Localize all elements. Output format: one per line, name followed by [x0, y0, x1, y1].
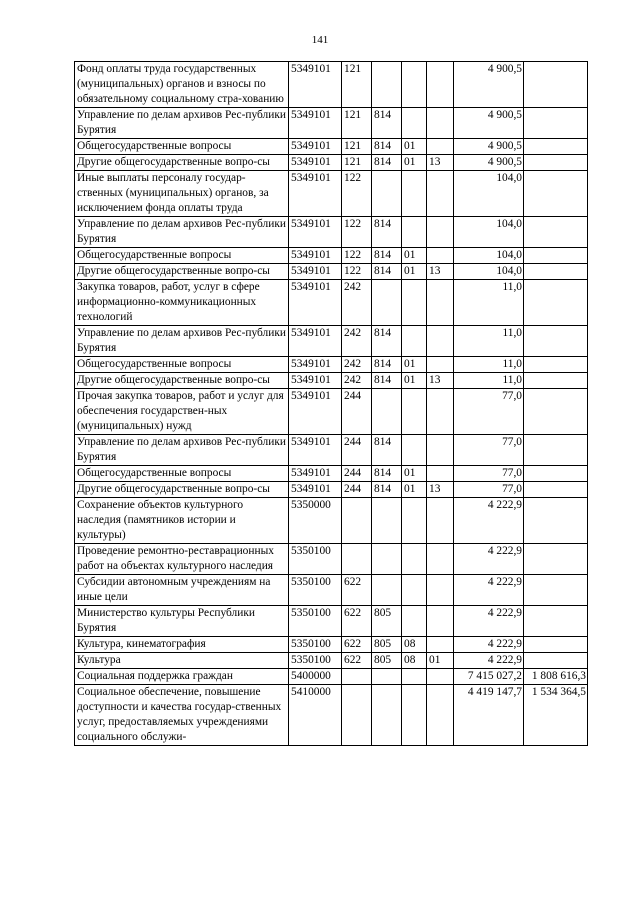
administrator-code: 814	[372, 264, 402, 280]
target-article-code: 5410000	[289, 685, 342, 746]
administrator-code: 805	[372, 653, 402, 669]
expense-type-code	[342, 498, 372, 544]
table-row	[75, 217, 588, 248]
target-article-code: 5349101	[289, 373, 342, 389]
table-row	[75, 653, 588, 669]
amount-secondary: 1 808 616,3	[524, 669, 588, 685]
table-row	[75, 685, 588, 746]
amount-total: 104,0	[454, 171, 524, 217]
budget-table	[74, 61, 588, 746]
row-name: Общегосударственные вопросы	[75, 466, 289, 482]
subsection-code	[427, 248, 454, 264]
subsection-code	[427, 139, 454, 155]
administrator-code	[372, 389, 402, 435]
amount-total: 11,0	[454, 357, 524, 373]
row-name: Другие общегосударственные вопро-сы	[75, 264, 289, 280]
target-article-code: 5350100	[289, 606, 342, 637]
administrator-code: 805	[372, 606, 402, 637]
table-row	[75, 264, 588, 280]
row-name: Общегосударственные вопросы	[75, 357, 289, 373]
section-code	[402, 171, 427, 217]
row-name: Министерство культуры Республики Бурятия	[75, 606, 289, 637]
row-name: Социальное обеспечение, повышение доступности и качества государ-ственных услуг, предоставляемых учреждениями социального обслужи-	[75, 685, 289, 746]
amount-total: 104,0	[454, 248, 524, 264]
amount-secondary: 1 534 364,5	[524, 685, 588, 746]
expense-type-code: 122	[342, 217, 372, 248]
subsection-code	[427, 326, 454, 357]
amount-secondary	[524, 171, 588, 217]
target-article-code: 5349101	[289, 389, 342, 435]
target-article-code: 5349101	[289, 482, 342, 498]
amount-secondary	[524, 498, 588, 544]
amount-secondary	[524, 482, 588, 498]
table-row	[75, 280, 588, 326]
administrator-code: 814	[372, 139, 402, 155]
row-name: Культура, кинематография	[75, 637, 289, 653]
amount-secondary	[524, 606, 588, 637]
target-article-code: 5349101	[289, 264, 342, 280]
section-code	[402, 280, 427, 326]
amount-secondary	[524, 389, 588, 435]
amount-secondary	[524, 62, 588, 108]
expense-type-code: 242	[342, 357, 372, 373]
table-row	[75, 669, 588, 685]
expense-type-code: 244	[342, 389, 372, 435]
administrator-code: 814	[372, 482, 402, 498]
section-code: 01	[402, 155, 427, 171]
row-name: Общегосударственные вопросы	[75, 139, 289, 155]
amount-total: 4 222,9	[454, 544, 524, 575]
amount-total: 4 900,5	[454, 62, 524, 108]
expense-type-code: 622	[342, 606, 372, 637]
expense-type-code: 122	[342, 248, 372, 264]
amount-secondary	[524, 373, 588, 389]
page-number: 141	[311, 34, 329, 46]
subsection-code	[427, 544, 454, 575]
amount-secondary	[524, 280, 588, 326]
expense-type-code: 121	[342, 139, 372, 155]
expense-type-code: 242	[342, 373, 372, 389]
amount-total: 77,0	[454, 482, 524, 498]
table-row	[75, 606, 588, 637]
expense-type-code: 122	[342, 264, 372, 280]
section-code	[402, 389, 427, 435]
expense-type-code: 121	[342, 62, 372, 108]
section-code	[402, 498, 427, 544]
administrator-code: 814	[372, 357, 402, 373]
subsection-code: 13	[427, 264, 454, 280]
administrator-code: 814	[372, 466, 402, 482]
section-code	[402, 326, 427, 357]
amount-secondary	[524, 108, 588, 139]
target-article-code: 5350100	[289, 637, 342, 653]
amount-secondary	[524, 139, 588, 155]
table-row	[75, 575, 588, 606]
expense-type-code: 622	[342, 637, 372, 653]
expense-type-code: 244	[342, 435, 372, 466]
subsection-code	[427, 669, 454, 685]
amount-secondary	[524, 326, 588, 357]
table-row	[75, 248, 588, 264]
table-row	[75, 326, 588, 357]
row-name: Другие общегосударственные вопро-сы	[75, 482, 289, 498]
section-code	[402, 108, 427, 139]
administrator-code: 814	[372, 373, 402, 389]
subsection-code: 13	[427, 482, 454, 498]
row-name: Прочая закупка товаров, работ и услуг для обеспечения государствен-ных (муниципальных) нужд	[75, 389, 289, 435]
subsection-code	[427, 280, 454, 326]
amount-secondary	[524, 653, 588, 669]
amount-total: 4 900,5	[454, 139, 524, 155]
expense-type-code	[342, 544, 372, 575]
administrator-code	[372, 280, 402, 326]
table-row	[75, 373, 588, 389]
amount-secondary	[524, 264, 588, 280]
row-name: Управление по делам архивов Рес-публики Бурятия	[75, 217, 289, 248]
section-code	[402, 575, 427, 606]
subsection-code	[427, 171, 454, 217]
table-row	[75, 637, 588, 653]
section-code: 01	[402, 466, 427, 482]
section-code: 01	[402, 139, 427, 155]
target-article-code: 5400000	[289, 669, 342, 685]
table-row	[75, 544, 588, 575]
table-row	[75, 357, 588, 373]
row-name: Сохранение объектов культурного наследия (памятников истории и культуры)	[75, 498, 289, 544]
amount-secondary	[524, 217, 588, 248]
amount-total: 4 900,5	[454, 155, 524, 171]
administrator-code: 805	[372, 637, 402, 653]
target-article-code: 5349101	[289, 155, 342, 171]
row-name: Иные выплаты персоналу государ-ственных (муниципальных) органов, за исключением фонда оплаты труда	[75, 171, 289, 217]
amount-secondary	[524, 435, 588, 466]
row-name: Субсидии автономным учреждениям на иные цели	[75, 575, 289, 606]
section-code	[402, 669, 427, 685]
row-name: Управление по делам архивов Рес-публики Бурятия	[75, 326, 289, 357]
subsection-code: 13	[427, 155, 454, 171]
amount-total: 11,0	[454, 326, 524, 357]
table-row	[75, 139, 588, 155]
amount-total: 104,0	[454, 217, 524, 248]
row-name: Фонд оплаты труда государственных (муниципальных) органов и взносы по обязательному социальному стра-хованию	[75, 62, 289, 108]
expense-type-code: 242	[342, 280, 372, 326]
expense-type-code: 122	[342, 171, 372, 217]
amount-secondary	[524, 544, 588, 575]
row-name: Закупка товаров, работ, услуг в сфере информационно-коммуникационных технологий	[75, 280, 289, 326]
subsection-code	[427, 637, 454, 653]
target-article-code: 5349101	[289, 466, 342, 482]
table-row	[75, 62, 588, 108]
row-name: Культура	[75, 653, 289, 669]
administrator-code: 814	[372, 155, 402, 171]
expense-type-code	[342, 669, 372, 685]
administrator-code	[372, 685, 402, 746]
subsection-code	[427, 108, 454, 139]
amount-secondary	[524, 575, 588, 606]
section-code	[402, 606, 427, 637]
subsection-code	[427, 466, 454, 482]
target-article-code: 5349101	[289, 171, 342, 217]
section-code: 08	[402, 653, 427, 669]
subsection-code	[427, 389, 454, 435]
administrator-code	[372, 498, 402, 544]
amount-total: 7 415 027,2	[454, 669, 524, 685]
subsection-code	[427, 357, 454, 373]
expense-type-code: 121	[342, 155, 372, 171]
table-body	[75, 62, 588, 746]
target-article-code: 5349101	[289, 435, 342, 466]
target-article-code: 5350100	[289, 653, 342, 669]
administrator-code: 814	[372, 435, 402, 466]
amount-secondary	[524, 248, 588, 264]
target-article-code: 5350000	[289, 498, 342, 544]
target-article-code: 5349101	[289, 108, 342, 139]
amount-total: 4 419 147,7	[454, 685, 524, 746]
expense-type-code: 622	[342, 575, 372, 606]
subsection-code	[427, 62, 454, 108]
row-name: Проведение ремонтно-реставрационных работ на объектах культурного наследия	[75, 544, 289, 575]
amount-total: 11,0	[454, 280, 524, 326]
target-article-code: 5349101	[289, 62, 342, 108]
target-article-code: 5349101	[289, 217, 342, 248]
expense-type-code: 121	[342, 108, 372, 139]
amount-total: 4 222,9	[454, 637, 524, 653]
expense-type-code: 244	[342, 482, 372, 498]
subsection-code: 13	[427, 373, 454, 389]
section-code	[402, 685, 427, 746]
table-row	[75, 171, 588, 217]
section-code	[402, 217, 427, 248]
administrator-code	[372, 62, 402, 108]
amount-total: 4 900,5	[454, 108, 524, 139]
table-row	[75, 108, 588, 139]
expense-type-code: 242	[342, 326, 372, 357]
amount-total: 104,0	[454, 264, 524, 280]
administrator-code	[372, 575, 402, 606]
amount-total: 77,0	[454, 435, 524, 466]
row-name: Общегосударственные вопросы	[75, 248, 289, 264]
amount-secondary	[524, 466, 588, 482]
administrator-code	[372, 669, 402, 685]
row-name: Другие общегосударственные вопро-сы	[75, 373, 289, 389]
amount-secondary	[524, 357, 588, 373]
section-code: 01	[402, 264, 427, 280]
subsection-code	[427, 498, 454, 544]
section-code	[402, 62, 427, 108]
section-code	[402, 544, 427, 575]
subsection-code	[427, 435, 454, 466]
subsection-code	[427, 606, 454, 637]
amount-total: 4 222,9	[454, 498, 524, 544]
subsection-code	[427, 217, 454, 248]
table-row	[75, 498, 588, 544]
expense-type-code	[342, 685, 372, 746]
target-article-code: 5349101	[289, 248, 342, 264]
amount-total: 4 222,9	[454, 606, 524, 637]
subsection-code	[427, 685, 454, 746]
expense-type-code: 244	[342, 466, 372, 482]
amount-total: 4 222,9	[454, 653, 524, 669]
subsection-code	[427, 575, 454, 606]
target-article-code: 5349101	[289, 357, 342, 373]
section-code: 01	[402, 248, 427, 264]
amount-total: 4 222,9	[454, 575, 524, 606]
administrator-code: 814	[372, 217, 402, 248]
administrator-code: 814	[372, 326, 402, 357]
target-article-code: 5350100	[289, 544, 342, 575]
amount-total: 77,0	[454, 389, 524, 435]
amount-secondary	[524, 155, 588, 171]
section-code	[402, 435, 427, 466]
table-row	[75, 389, 588, 435]
table-row	[75, 435, 588, 466]
row-name: Управление по делам архивов Рес-публики Бурятия	[75, 108, 289, 139]
row-name: Управление по делам архивов Рес-публики Бурятия	[75, 435, 289, 466]
subsection-code: 01	[427, 653, 454, 669]
administrator-code	[372, 171, 402, 217]
section-code: 01	[402, 482, 427, 498]
table-row	[75, 155, 588, 171]
amount-total: 11,0	[454, 373, 524, 389]
amount-secondary	[524, 637, 588, 653]
table-row	[75, 466, 588, 482]
administrator-code	[372, 544, 402, 575]
target-article-code: 5349101	[289, 280, 342, 326]
administrator-code: 814	[372, 108, 402, 139]
row-name: Социальная поддержка граждан	[75, 669, 289, 685]
section-code: 01	[402, 373, 427, 389]
section-code: 01	[402, 357, 427, 373]
row-name: Другие общегосударственные вопро-сы	[75, 155, 289, 171]
table-row	[75, 482, 588, 498]
expense-type-code: 622	[342, 653, 372, 669]
target-article-code: 5350100	[289, 575, 342, 606]
administrator-code: 814	[372, 248, 402, 264]
section-code: 08	[402, 637, 427, 653]
amount-total: 77,0	[454, 466, 524, 482]
target-article-code: 5349101	[289, 326, 342, 357]
target-article-code: 5349101	[289, 139, 342, 155]
